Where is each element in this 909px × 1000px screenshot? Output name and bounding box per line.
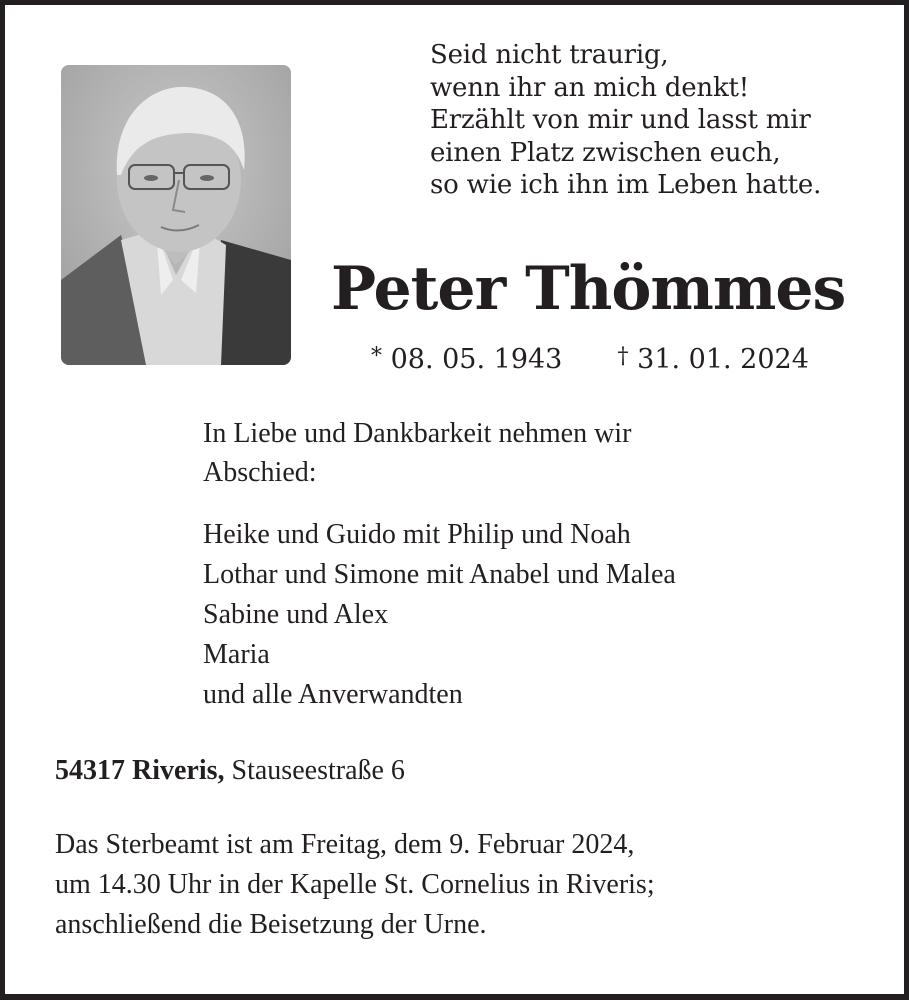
portrait-photo xyxy=(61,65,291,365)
mourner-line: Sabine und Alex xyxy=(203,599,389,630)
mourner-line: Heike und Guido mit Philip und Noah xyxy=(203,519,631,550)
farewell-line: Abschied: xyxy=(203,457,317,488)
service-line: um 14.30 Uhr in der Kapelle St. Cornelius in Riveris; xyxy=(55,869,655,900)
death-cross-icon: † xyxy=(617,344,629,369)
birth-star-icon: * xyxy=(371,344,382,369)
poem-line: wenn ihr an mich denkt! xyxy=(430,72,750,103)
poem-line: einen Platz zwischen euch, xyxy=(430,137,781,168)
postal-city: 54317 Riveris, xyxy=(55,755,225,786)
mourner-line: Lothar und Simone mit Anabel und Malea xyxy=(203,559,676,590)
family-address xyxy=(55,751,855,791)
mourner-line: und alle Anverwandten xyxy=(203,679,463,710)
life-dates xyxy=(371,339,831,378)
poem-line: Erzählt von mir und lasst mir xyxy=(430,105,811,135)
farewell-statement xyxy=(203,414,843,492)
poem-line: Seid nicht traurig, xyxy=(430,40,669,70)
street: Stauseestraße 6 xyxy=(231,755,405,786)
poem-line: so wie ich ihn im Leben hatte. xyxy=(430,170,822,200)
birth-date: 08. 05. 1943 xyxy=(390,344,563,375)
death-date: 31. 01. 2024 xyxy=(637,344,809,375)
mourners-list xyxy=(203,515,883,715)
memorial-poem xyxy=(430,39,870,202)
service-line: Das Sterbeamt ist am Freitag, dem 9. Februar 2024, xyxy=(55,829,635,860)
service-line: anschließend die Beisetzung der Urne. xyxy=(55,909,487,940)
farewell-line: In Liebe und Dankbarkeit nehmen wir xyxy=(203,418,632,449)
portrait-image-icon xyxy=(61,65,291,365)
service-details xyxy=(55,825,885,945)
mourner-line: Maria xyxy=(203,639,270,670)
deceased-name: Peter Thömmes xyxy=(331,254,846,324)
